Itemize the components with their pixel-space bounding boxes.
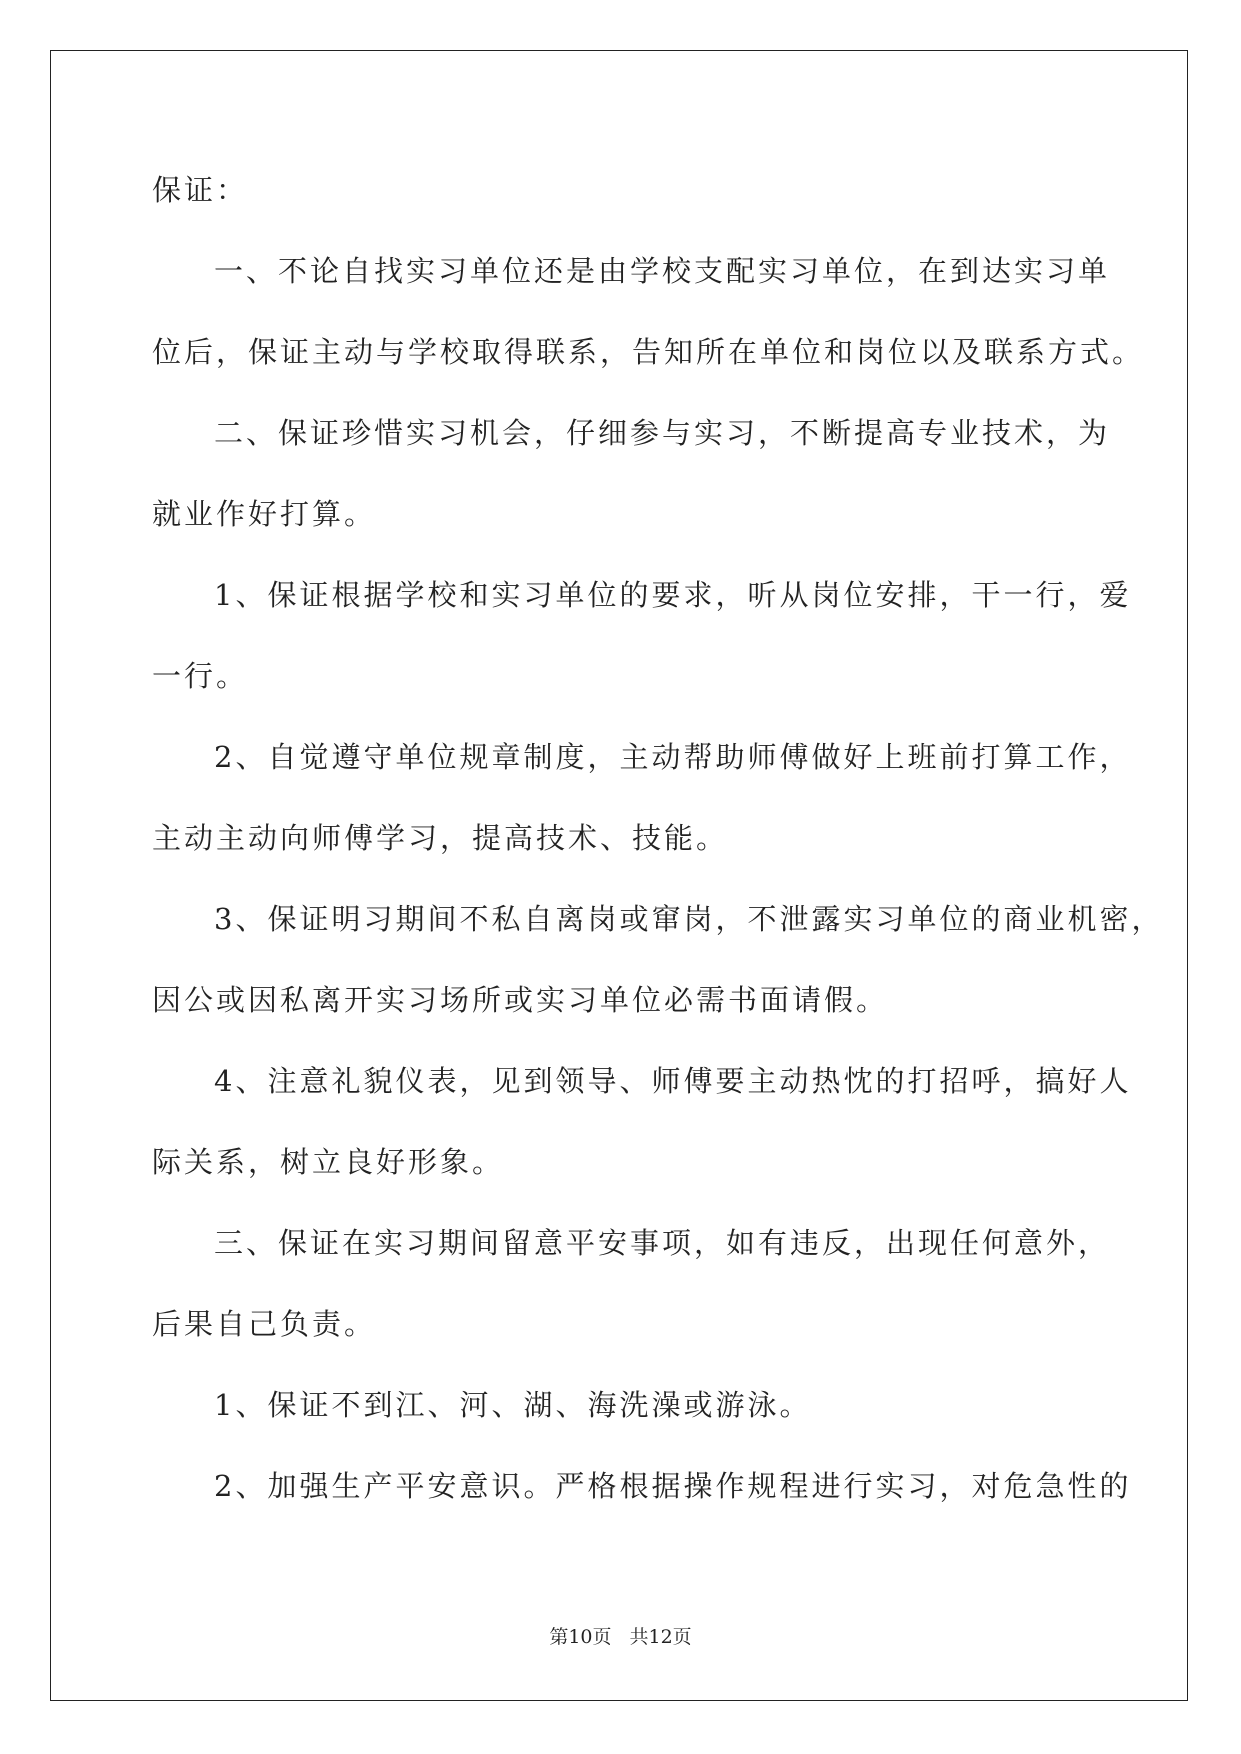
total-pages-label: 共12页 — [629, 1626, 692, 1648]
body-line: 就业作好打算。 — [152, 497, 377, 531]
body-line: 3、保证明习期间不私自离岗或窜岗，不泄露实习单位的商业机密， — [214, 902, 1164, 936]
document-body — [152, 160, 1164, 1537]
body-line: 因公或因私离开实习场所或实习单位必需书面请假。 — [152, 983, 889, 1017]
body-line: 保证： — [152, 173, 249, 207]
body-line: 4、注意礼貌仪表，见到领导、师傅要主动热忱的打招呼，搞好人 — [214, 1064, 1132, 1098]
body-line: 一、不论自找实习单位还是由学校支配实习单位，在到达实习单 — [214, 254, 1111, 288]
body-line: 位后，保证主动与学校取得联系，告知所在单位和岗位以及联系方式。 — [152, 335, 1145, 369]
body-line: 二、保证珍惜实习机会，仔细参与实习，不断提高专业技术，为 — [214, 416, 1111, 450]
body-line: 一行。 — [152, 659, 249, 693]
body-line: 2、加强生产平安意识。严格根据操作规程进行实习，对危急性的 — [214, 1469, 1132, 1503]
page-footer — [0, 1622, 1241, 1649]
current-page-label: 第10页 — [549, 1626, 612, 1648]
body-line: 1、保证不到江、河、湖、海洗澡或游泳。 — [214, 1388, 812, 1422]
body-line: 2、自觉遵守单位规章制度，主动帮助师傅做好上班前打算工作， — [214, 740, 1132, 774]
body-line: 后果自己负责。 — [152, 1307, 377, 1341]
body-line: 三、保证在实习期间留意平安事项，如有违反，出现任何意外， — [214, 1226, 1111, 1260]
body-line: 际关系，树立良好形象。 — [152, 1145, 505, 1179]
body-line: 主动主动向师傅学习，提高技术、技能。 — [152, 821, 729, 855]
body-line: 1、保证根据学校和实习单位的要求，听从岗位安排，干一行，爱 — [214, 578, 1132, 612]
